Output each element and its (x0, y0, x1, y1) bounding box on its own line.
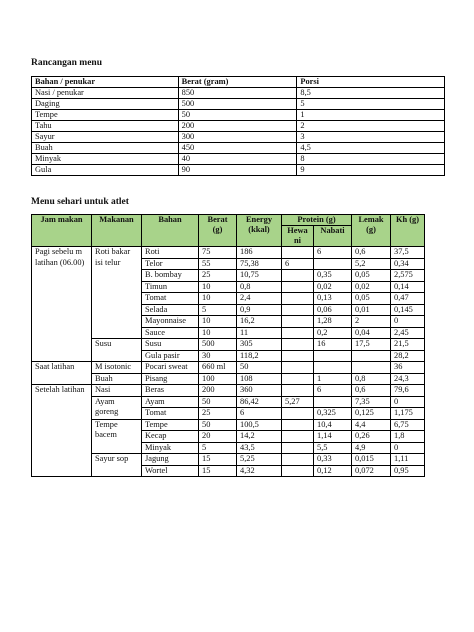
table-cell (282, 270, 314, 282)
table-cell: 16 (314, 339, 352, 351)
table-cell: Pisang (142, 373, 199, 385)
table-cell (282, 350, 314, 362)
table-cell (282, 316, 314, 328)
table-cell: 6 (282, 258, 314, 270)
table-cell: 200 (199, 385, 237, 397)
table-cell (282, 431, 314, 443)
table-cell: 36 (391, 362, 425, 374)
jam-makan-cell: Setelah latihan (32, 385, 92, 477)
table-cell: 0,04 (352, 327, 391, 339)
table-cell: 4,5 (297, 143, 445, 154)
table-cell: 0,325 (314, 408, 352, 420)
table-cell: Tomat (142, 408, 199, 420)
table-cell: Tempe (32, 110, 179, 121)
table-cell: 5,2 (352, 258, 391, 270)
table-cell: 20 (199, 431, 237, 443)
table-cell (352, 350, 391, 362)
table-cell: Mayonnaise (142, 316, 199, 328)
table-cell: 16,2 (237, 316, 282, 328)
table-cell: 0,26 (352, 431, 391, 443)
table-cell: 37,5 (391, 247, 425, 259)
table-cell: Sauce (142, 327, 199, 339)
table-cell: 5,25 (237, 454, 282, 466)
table-row (32, 362, 425, 374)
table-cell: Roti (142, 247, 199, 259)
table-cell: 75,38 (237, 258, 282, 270)
table-cell (282, 454, 314, 466)
table-cell: 5,27 (282, 396, 314, 408)
table-cell: 1,8 (391, 431, 425, 443)
table-cell: 0,6 (352, 247, 391, 259)
makanan-cell: Sayur sop (92, 454, 142, 477)
table-cell: 0,02 (352, 281, 391, 293)
table-cell: 1 (297, 110, 445, 121)
table-cell: 0,015 (352, 454, 391, 466)
table-cell: 4,4 (352, 419, 391, 431)
table-cell: 7,35 (352, 396, 391, 408)
table-cell: 40 (178, 154, 297, 165)
table-cell (282, 465, 314, 477)
table-cell: 0,33 (314, 454, 352, 466)
table-cell: 1,14 (314, 431, 352, 443)
makanan-cell: Tempe bacem (92, 419, 142, 454)
table-cell: 0,35 (314, 270, 352, 282)
table-cell: Selada (142, 304, 199, 316)
table-cell: Tempe (142, 419, 199, 431)
table-cell: 50 (237, 362, 282, 374)
rancangan-menu-table (31, 76, 445, 176)
header-berat: Berat (g) (199, 215, 237, 247)
table-cell: Telor (142, 258, 199, 270)
table-cell: 100,5 (237, 419, 282, 431)
table-cell: 450 (178, 143, 297, 154)
table-cell (352, 362, 391, 374)
table-cell: 0,02 (314, 281, 352, 293)
table-cell: 2,45 (391, 327, 425, 339)
header-nabati: Nabati (314, 226, 352, 247)
table-header-row (32, 77, 445, 88)
table-cell: Sayur (32, 132, 179, 143)
table-cell: 25 (199, 408, 237, 420)
table-cell: 0,6 (352, 385, 391, 397)
table-cell: 5,5 (314, 442, 352, 454)
table-cell (282, 385, 314, 397)
table-cell: 5 (297, 99, 445, 110)
table-cell: Gula pasir (142, 350, 199, 362)
table-cell: 0,145 (391, 304, 425, 316)
heading-menu-sehari: Menu sehari untuk atlet (31, 197, 129, 207)
table-cell: 0,34 (391, 258, 425, 270)
header-energy: Energy (kkal) (237, 215, 282, 247)
table-cell: 2 (297, 121, 445, 132)
table-cell: 50 (199, 396, 237, 408)
table-cell: 50 (199, 419, 237, 431)
table-cell: Timun (142, 281, 199, 293)
table-cell (282, 442, 314, 454)
table-cell (282, 293, 314, 305)
header-bahan: Bahan (142, 215, 199, 247)
table-cell: 5 (199, 304, 237, 316)
makanan-cell: Ayam goreng (92, 396, 142, 419)
header-kh: Kh (g) (391, 215, 425, 247)
table-cell: Jagung (142, 454, 199, 466)
makanan-cell: Buah (92, 373, 142, 385)
table-cell: Minyak (32, 154, 179, 165)
table-cell: 25 (199, 270, 237, 282)
jam-makan-cell: Saat latihan (32, 362, 92, 385)
table-cell: 10 (199, 293, 237, 305)
makanan-cell: Susu (92, 339, 142, 362)
table-cell: 186 (237, 247, 282, 259)
table-row (32, 247, 425, 259)
table-cell: 4,9 (352, 442, 391, 454)
table-cell: 1,175 (391, 408, 425, 420)
table-cell (282, 408, 314, 420)
table-cell (282, 362, 314, 374)
table-cell: 0,13 (314, 293, 352, 305)
table-cell: 28,2 (391, 350, 425, 362)
table-cell: 500 (199, 339, 237, 351)
table-cell: 300 (178, 132, 297, 143)
table-cell: Susu (142, 339, 199, 351)
table-cell: 0,95 (391, 465, 425, 477)
table-cell (314, 350, 352, 362)
table-cell: Kecap (142, 431, 199, 443)
table-cell: 0,8 (352, 373, 391, 385)
table-cell: 6 (314, 385, 352, 397)
makanan-cell: M isotonic (92, 362, 142, 374)
column-header: Porsi (297, 77, 445, 88)
header-protein: Protein (g) (282, 215, 352, 226)
table-cell: 21,5 (391, 339, 425, 351)
table-cell (282, 327, 314, 339)
table-cell: 11 (237, 327, 282, 339)
table-cell: 10 (199, 327, 237, 339)
header-makanan: Makanan (92, 215, 142, 247)
table-cell: 0,47 (391, 293, 425, 305)
table-cell: 0,14 (391, 281, 425, 293)
table-cell: 9 (297, 165, 445, 176)
table-cell: 10,4 (314, 419, 352, 431)
table-cell: 6 (314, 247, 352, 259)
table-cell (314, 396, 352, 408)
table-row (32, 99, 445, 110)
table-cell (314, 258, 352, 270)
column-header: Bahan / penukar (32, 77, 179, 88)
table-cell: 17,5 (352, 339, 391, 351)
table-cell: 360 (237, 385, 282, 397)
menu-sehari-table (31, 214, 425, 477)
table-cell: 118,2 (237, 350, 282, 362)
table-cell: 4,32 (237, 465, 282, 477)
table-cell: 43,5 (237, 442, 282, 454)
table-cell: 24,3 (391, 373, 425, 385)
table-cell: 2 (352, 316, 391, 328)
table-cell: 2,575 (391, 270, 425, 282)
table-cell: 0 (391, 316, 425, 328)
table-row (32, 110, 445, 121)
table-cell: 3 (297, 132, 445, 143)
table-cell: 8 (297, 154, 445, 165)
table-cell: Wortel (142, 465, 199, 477)
makanan-cell: Nasi (92, 385, 142, 397)
table-cell (282, 339, 314, 351)
table-cell: 200 (178, 121, 297, 132)
table-row (32, 143, 445, 154)
table-cell (282, 281, 314, 293)
table-cell: 0 (391, 396, 425, 408)
table-cell: Minyak (142, 442, 199, 454)
table-row (32, 132, 445, 143)
table-cell: 0,01 (352, 304, 391, 316)
header-lemak: Lemak (g) (352, 215, 391, 247)
table-cell: Nasi / penukar (32, 88, 179, 99)
table-cell: 6 (237, 408, 282, 420)
table-cell: 10 (199, 316, 237, 328)
table-cell: 305 (237, 339, 282, 351)
makanan-cell: Roti bakar isi telur (92, 247, 142, 339)
table-cell: Beras (142, 385, 199, 397)
table-cell: 1,11 (391, 454, 425, 466)
table-cell: Buah (32, 143, 179, 154)
table-cell: 660 ml (199, 362, 237, 374)
table-cell: 79,6 (391, 385, 425, 397)
table-cell: 500 (178, 99, 297, 110)
table-cell (314, 362, 352, 374)
table-cell: 0,125 (352, 408, 391, 420)
table-cell: 1,28 (314, 316, 352, 328)
table-cell: 1 (314, 373, 352, 385)
table-cell: 5 (199, 442, 237, 454)
table-cell: Daging (32, 99, 179, 110)
table-cell: 15 (199, 465, 237, 477)
table-row (32, 154, 445, 165)
table-cell: 0,8 (237, 281, 282, 293)
table-cell: 0,072 (352, 465, 391, 477)
table-cell: 0,06 (314, 304, 352, 316)
table-cell: Gula (32, 165, 179, 176)
table-cell: 75 (199, 247, 237, 259)
table-cell: 14,2 (237, 431, 282, 443)
table-cell: 50 (178, 110, 297, 121)
table-cell: 0,9 (237, 304, 282, 316)
header-jam-makan: Jam makan (32, 215, 92, 247)
table-cell: B. bombay (142, 270, 199, 282)
table-cell: 10,75 (237, 270, 282, 282)
table-cell: Pocari sweat (142, 362, 199, 374)
table-cell: 86,42 (237, 396, 282, 408)
table-cell (282, 419, 314, 431)
jam-makan-cell: Pagi sebelu m latihan (06.00) (32, 247, 92, 362)
table-cell: 0,05 (352, 270, 391, 282)
column-header: Berat (gram) (178, 77, 297, 88)
table-cell: 100 (199, 373, 237, 385)
table-row (32, 88, 445, 99)
table-cell: 850 (178, 88, 297, 99)
table-cell: 0 (391, 442, 425, 454)
table-row (32, 121, 445, 132)
table-row (32, 385, 425, 397)
table-cell: 10 (199, 281, 237, 293)
table-cell: Ayam (142, 396, 199, 408)
table-cell (282, 373, 314, 385)
table-cell: 15 (199, 454, 237, 466)
header-hewani: Hewa ni (282, 226, 314, 247)
heading-rancangan-menu: Rancangan menu (31, 58, 102, 68)
table-cell: Tahu (32, 121, 179, 132)
table-cell (282, 247, 314, 259)
table-row (32, 165, 445, 176)
table-cell: 108 (237, 373, 282, 385)
table-cell: 2,4 (237, 293, 282, 305)
table-cell: 0,05 (352, 293, 391, 305)
table-cell: 55 (199, 258, 237, 270)
table-cell: 6,75 (391, 419, 425, 431)
table-cell: 0,2 (314, 327, 352, 339)
table-cell: 0,12 (314, 465, 352, 477)
table-cell: 30 (199, 350, 237, 362)
table-cell (282, 304, 314, 316)
table-cell: 8,5 (297, 88, 445, 99)
table-cell: 90 (178, 165, 297, 176)
table-cell: Tomat (142, 293, 199, 305)
